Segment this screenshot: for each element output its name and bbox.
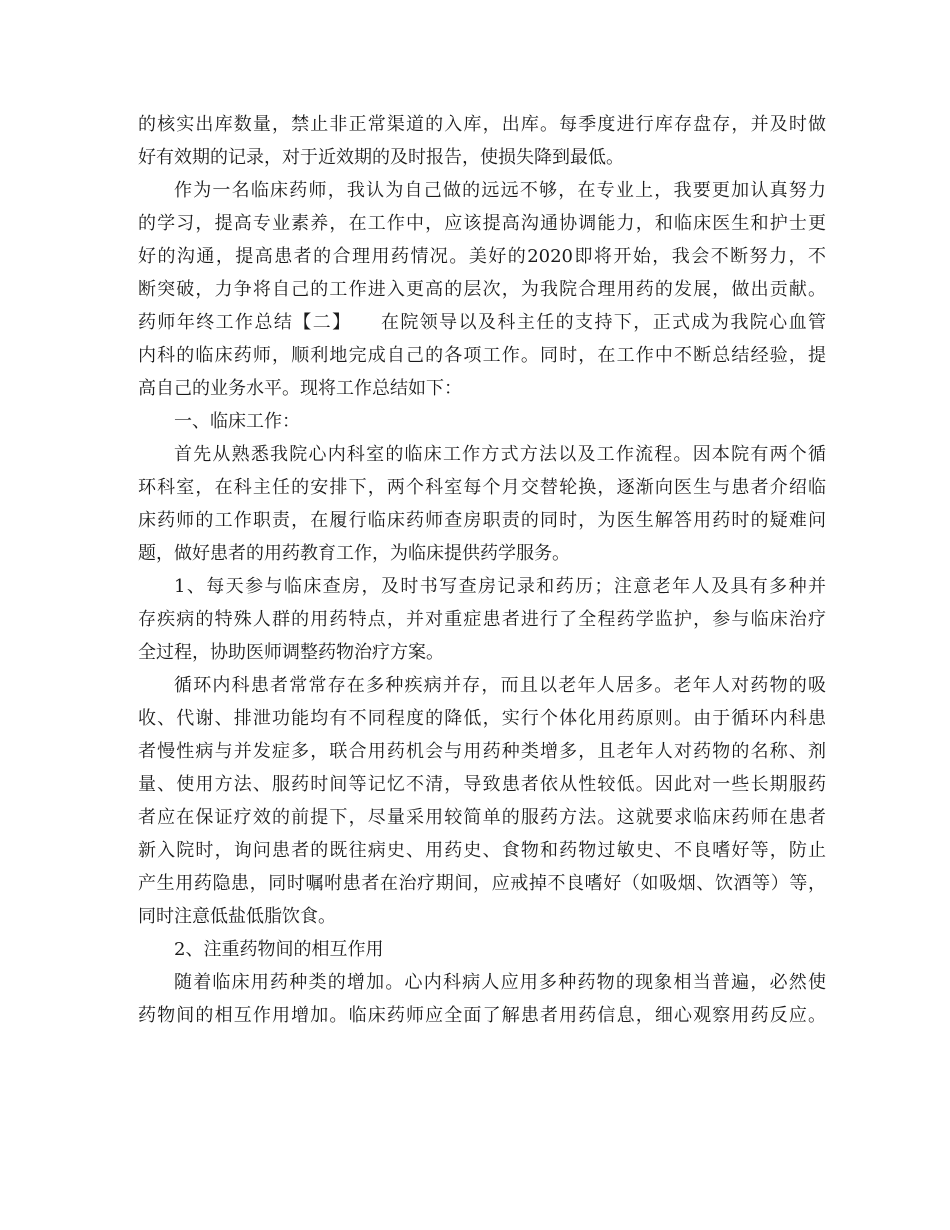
text-line: 量、使用方法、服药时间等记忆不清，导致患者依从性较低。因此对一些长期服药 [138,774,826,795]
text-line: 新入院时，询问患者的既往病史、用药史、食物和药物过敏史、不良嗜好等，防止 [138,840,826,861]
paragraph-elderly-patients [138,669,826,933]
heading-continuation: 在院领导以及科主任的支持下，正式成为我院心血管 [379,312,826,333]
text-line: 随着临床用药种类的增加。心内科病人应用多种药物的现象相当普遍，必然使 [174,972,826,993]
paragraph-drug-interactions [138,966,826,1032]
text-line [138,306,826,339]
text-line: 产生用药隐患，同时嘱咐患者在治疗期间，应戒掉不良嗜好（如吸烟、饮酒等）等， [138,873,826,894]
paragraph-self-assessment [138,174,826,306]
paragraph-clinical-intro [138,438,826,570]
text-line: 循环内科患者常常存在多种疾病并存，而且以老年人居多。老年人对药物的吸 [174,675,826,696]
text-line: 作为一名临床药师，我认为自己做的远远不够，在专业上，我要更加认真努力 [174,180,826,201]
subheading-clinical-work [138,405,826,438]
text-line: 全过程，协助医师调整药物治疗方案。 [138,642,444,663]
text-line: 一、临床工作： [174,411,300,432]
text-line: 的学习，提高专业素养，在工作中，应该提高沟通协调能力，和临床医生和护士更 [138,213,826,234]
text-line: 者应在保证疗效的前提下，尽量采用较简单的服药方法。这就要求临床药师在患者 [138,807,826,828]
text-line: 的核实出库数量，禁止非正常渠道的入库，出库。每季度进行库存盘存，并及时做 [138,114,826,135]
text-line: 好的沟通，提高患者的合理用药情况。美好的2020即将开始，我会不断努力，不 [138,246,826,267]
text-line: 床药师的工作职责，在履行临床药师查房职责的同时，为医生解答用药时的疑难问 [138,510,826,531]
text-line: 存疾病的特殊人群的用药特点，并对重症患者进行了全程药学监护，参与临床治疗 [138,609,826,630]
text-line: 题，做好患者的用药教育工作，为临床提供药学服务。 [138,543,570,564]
paragraph-inventory [138,108,826,174]
paragraph-summary-two [138,306,826,405]
text-line: 同时注意低盐低脂饮食。 [138,906,336,927]
document-page [138,108,826,1032]
text-line: 环科室，在科主任的安排下，两个科室每个月交替轮换，逐渐向医生与患者介绍临 [138,477,826,498]
text-line: 断突破，力争将自己的工作进入更高的层次，为我院合理用药的发展，做出贡献。 [138,279,826,300]
text-line: 收、代谢、排泄功能均有不同程度的降低，实行个体化用药原则。由于循环内科患 [138,708,826,729]
text-line: 高自己的业务水平。现将工作总结如下： [138,378,462,399]
paragraph-item-1 [138,570,826,669]
text-line: 1、每天参与临床查房，及时书写查房记录和药历；注意老年人及具有多种并 [174,576,826,597]
text-line: 首先从熟悉我院心内科室的临床工作方式方法以及工作流程。因本院有两个循 [174,444,826,465]
text-line: 好有效期的记录，对于近效期的及时报告，使损失降到最低。 [138,147,624,168]
text-line: 2、注重药物间的相互作用 [174,939,384,960]
text-line: 内科的临床药师，顺利地完成自己的各项工作。同时，在工作中不断总结经验，提 [138,345,826,366]
text-line: 者慢性病与并发症多，联合用药机会与用药种类增多，且老年人对药物的名称、剂 [138,741,826,762]
section-heading: 药师年终工作总结【二】 [138,312,352,333]
subheading-item-2 [138,933,826,966]
text-line: 药物间的相互作用增加。临床药师应全面了解患者用药信息，细心观察用药反应。 [138,1005,826,1026]
